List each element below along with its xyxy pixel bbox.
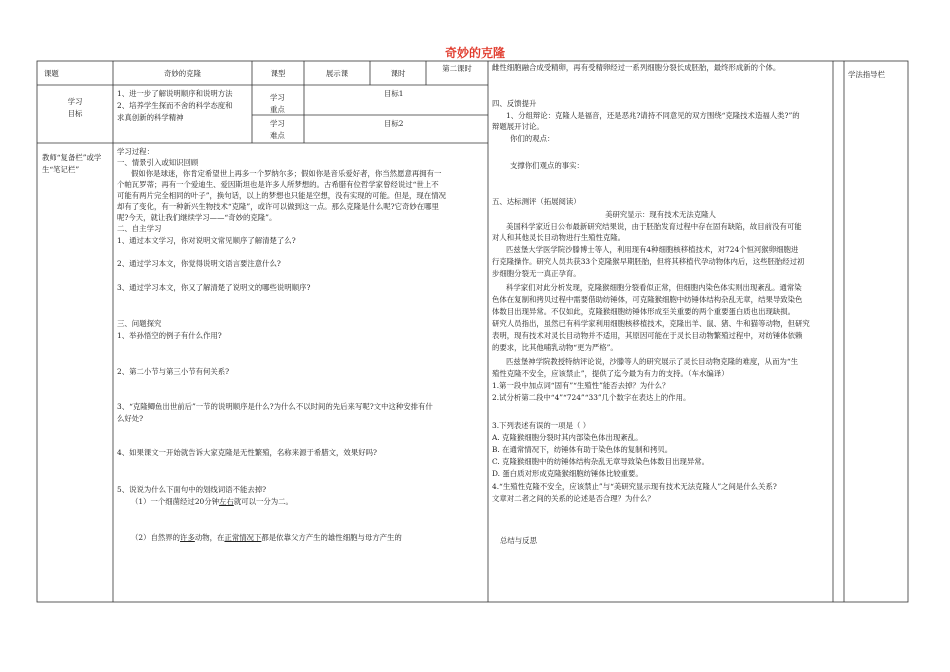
teacher-note-label: 教师“复备栏”或学生“笔记栏”: [42, 153, 102, 174]
test-q3: 3.下列表述有误的一项是（ ）: [492, 421, 591, 430]
type-value: 展示课: [325, 69, 349, 78]
article-line-10: 表明，现有技术对灵长目动物并不适用，其原因可能在于灵长目动物繁殖过程中，对纺锤体依赖: [492, 331, 803, 340]
inquiry-q2: 2、第二小节与第三小节有何关系?: [117, 367, 230, 376]
facts-prompt: 支撑你们观点的事实：: [510, 161, 584, 170]
test-q3-option-a: A. 克隆猴细胞分裂时其内部染色体出现紊乱。: [492, 433, 643, 442]
test-q3-option-d: D. 蛋白质对形成克隆猴细胞纺锤体比较重要。: [492, 469, 643, 478]
test-q4-line-1: 4.“生殖性克隆不安全，应该禁止”与“美研究显示现有技术无法克隆人”之间是什么关系?: [492, 482, 777, 491]
article-line-4: 行克隆操作。研究人员共获33个克隆猴早期胚胎，但将其移植代孕动物体内后，这些胚胎经过初: [492, 257, 805, 266]
page-title: 奇妙的克隆: [444, 46, 505, 60]
test-q2: 2.试分析第二段中“4”“724”“33”几个数字在表达上的作用。: [492, 393, 691, 402]
section-4-heading: 四、反馈提升: [492, 99, 537, 108]
type-label: 课型: [270, 69, 286, 78]
article-line-8: 体数目出现异常。不仅如此，克隆猴细胞纺锤体形成至关重要的两个重要蛋白质也出现缺损。: [492, 307, 796, 316]
debate-line-1: 1、分组辩论：克隆人是福音，还是恶兆?请持不同意见的双方围绕“克隆技术造福人类?”的: [506, 111, 800, 120]
intro-line-2: 个帕瓦罗蒂；再有一个爱迪生、爱因斯坦也是许多人所梦想的。古希腊有位哲学家曾经说过“世上不: [117, 180, 439, 189]
self-study-q2: 2、通过学习本文，你觉得说明文语言要注意什么?: [117, 259, 281, 268]
intro-line-3: 可能有两片完全相同的叶子”，换句话，以上的梦想也只能是空想，没有实现的可能。但是，现在情况: [117, 191, 446, 200]
goal-item-2: 2、培养学生探而不舍的科学态度和: [117, 101, 233, 110]
views-prompt: 你们的观点：: [510, 134, 555, 143]
article-line-6: 科学家们对此分析发现，克隆猴细胞分裂看似正常，但细胞内染色体实则出现紊乱。通常染: [506, 283, 802, 292]
inquiry-q3-line-2: 么好处?: [117, 414, 144, 423]
article-line-13: 殖性克隆不安全，应该禁止”，提供了迄今最为有力的支持。（车水编译）: [492, 369, 729, 378]
difficulty-label: 学习 难点: [270, 119, 285, 140]
article-line-11: 的要求，比其他哺乳动物“更为严格”。: [492, 343, 618, 352]
study-guide-label: 学法指导栏: [848, 70, 885, 79]
inquiry-q3-line-1: 3、“克隆鲫鱼出世前后”一节的说明顺序是什么?为什么不以时间的先后来写呢?文中这种安排有什: [117, 402, 433, 411]
article-line-12: 匹兹堡神学院教授特纳评论说，沙滕等人的研究展示了灵长目动物克隆的难度，从而为“生: [506, 357, 799, 366]
goal-item-1: 1、进一步了解说明顺序和说明方法: [117, 89, 233, 98]
key-point-label: 学习 重点: [270, 93, 285, 114]
inquiry-q4: 4、如果课文一开始就告诉大家克隆是无性繁殖，名称来源于希腊文，效果好吗?: [117, 448, 377, 457]
article-line-3: 匹兹堡大学医学院沙滕博士等人，利用现有4种细胞核移植技术，对724个恒河猴卵细胞进: [506, 245, 799, 254]
test-q3-option-c: C. 克隆猴细胞中的纺锤体结构杂乱无章导致染色体数目出现异常。: [492, 457, 710, 466]
section-3-heading: 三、问题探究: [117, 319, 162, 328]
section-2-heading: 二、自主学习: [117, 224, 162, 233]
intro-line-4: 却有了变化，有一种新兴生物技术“克隆”，或许可以做到这一点。那么克隆是什么呢?它奇妙在哪里: [117, 202, 439, 211]
self-study-q3: 3、通过学习本文，你又了解清楚了说明文的哪些说明顺序?: [117, 283, 311, 292]
debate-line-2: 辩题展开讨论。: [492, 122, 544, 131]
test-q1: 1.第一段中加点词“固有”“生殖性”能否去掉？为什么？: [492, 381, 670, 390]
goal-item-3: 求真创新的科学精神: [117, 113, 184, 122]
topic-value: 奇妙的克隆: [164, 69, 201, 78]
key-point-value: 目标1: [384, 89, 404, 98]
article-line-5: 步细胞分裂无一真正孕育。: [492, 269, 581, 278]
goals-label: 学习 目标: [67, 97, 83, 118]
test-q3-option-b: B. 在通常情况下，纺锤体有助于染色体的复制和拷贝。: [492, 445, 673, 454]
period-label: 课时: [390, 69, 406, 78]
intro-line-1: 假如你是球迷，你肯定希望世上再多一个罗纳尔多；假如你是音乐爱好者，你当然愿意再拥有一: [131, 169, 442, 178]
topic-label: 课题: [44, 69, 59, 78]
intro-line-5: 呢?今天，就让我们继续学习——“奇妙的克隆”。: [117, 213, 277, 222]
article-line-7: 色体在复制和拷贝过程中需要借助纺锤体，可克隆猴细胞中纺锤体结构杂乱无章，结果导致染色: [492, 295, 803, 304]
article-line-2: 对人和其他灵长目动物进行生殖性克隆。: [492, 233, 626, 242]
inquiry-q1: 1、举孙悟空的例子有什么作用?: [117, 331, 222, 340]
continued-text: 雌性细胞融合成受精卵，再有受精卵经过一系列细胞分裂长成胚胎，最终形成新的个体。: [492, 63, 781, 72]
article-line-9: 研究人员指出，虽然已有科学家利用细胞核移植技术，克隆出羊、鼠、猪、牛和猫等动物，但研究: [492, 319, 810, 328]
article-title: 美研究显示：现有技术无法克隆人: [605, 210, 716, 219]
test-q4-line-2: 文章对二者之间的关系的论述是否合理？为什么？: [492, 494, 655, 503]
inquiry-q5: 5、说说为什么下面句中的划线词语不能去掉?: [117, 485, 267, 494]
inquiry-q5-sentence-1: （1）一个细菌经过20分钟左右就可以一分为二。: [131, 497, 293, 506]
inquiry-q5-sentence-2: （2）自然界的许多动物，在正常情况下都是依靠父方产生的雄性细胞与母方产生的: [131, 533, 402, 542]
section-5-heading: 五、达标测评（拓展阅读）: [492, 197, 581, 206]
period-value: 第二课时: [442, 64, 472, 73]
summary-label: 总结与反思: [500, 536, 537, 545]
process-heading: 学习过程：: [117, 147, 154, 156]
self-study-q1: 1、通过本文学习，你对说明文常见顺序了解清楚了么?: [117, 236, 296, 245]
difficulty-value: 目标2: [384, 119, 404, 128]
article-line-1: 美国科学家近日公布最新研究结果说，由于胚胎发育过程中存在固有缺陷，故目前没有可能: [506, 222, 802, 231]
section-1-heading: 一、情景引入或知识回顾: [117, 158, 199, 167]
